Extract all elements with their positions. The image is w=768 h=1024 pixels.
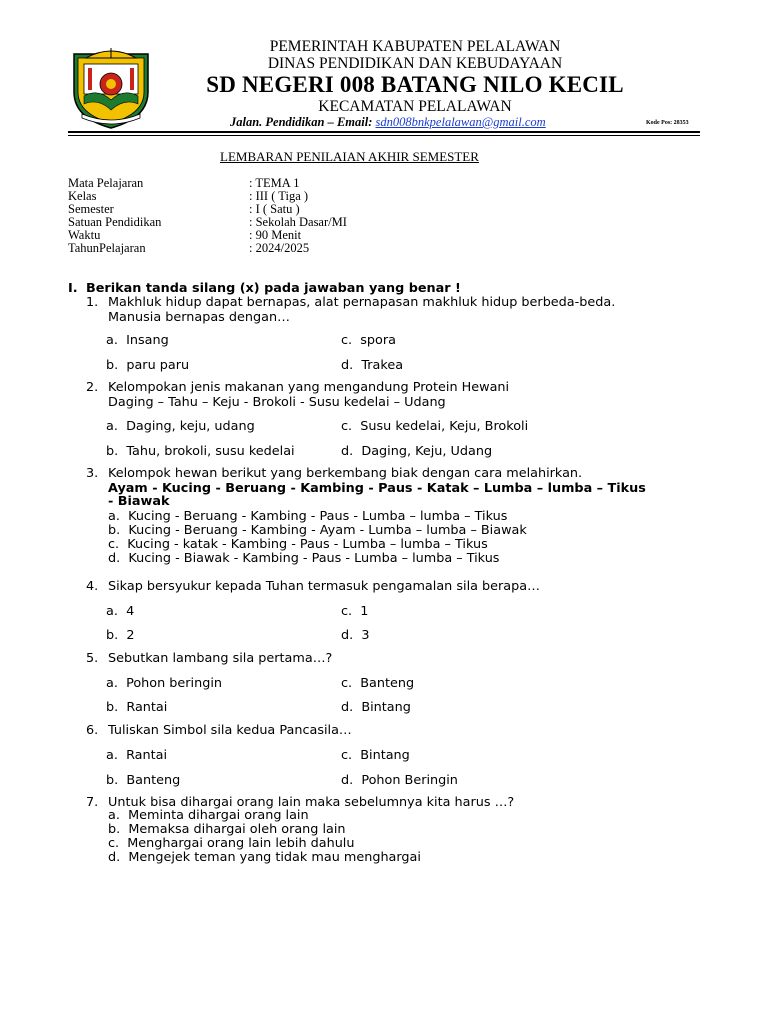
section-number: I. (68, 281, 78, 296)
option-letter: d. (341, 444, 354, 459)
option-letter: a. (106, 748, 118, 763)
identity-label: Mata Pelajaran (68, 176, 144, 190)
option-text: Menghargai orang lain lebih dahulu (127, 836, 355, 851)
option-letter: b. (108, 822, 121, 837)
option-letter: c. (108, 836, 120, 851)
option-letter: c. (341, 676, 353, 691)
letterhead-rule-thin (68, 135, 700, 136)
option-text: Tahu, brokoli, susu kedelai (126, 444, 295, 459)
option-letter: c. (341, 419, 353, 434)
question-text-emphasis: Ayam - Kucing - Beruang - Kambing - Paus - Katak – Lumba – lumba – Tikus (108, 481, 646, 496)
answer-option-b[interactable] (108, 822, 346, 837)
question-text: Sebutkan lambang sila pertama…? (108, 651, 333, 666)
option-text: Daging, Keju, Udang (361, 444, 493, 459)
question-text: Tuliskan Simbol sila kedua Pancasila… (108, 723, 352, 738)
question-text: Manusia bernapas dengan… (108, 310, 290, 325)
answer-option-b[interactable] (106, 700, 167, 715)
option-text: Trakea (361, 358, 404, 373)
option-text: Kucing - katak - Kambing - Paus - Lumba – lumba – Tikus (127, 537, 488, 552)
option-letter: c. (341, 604, 353, 619)
address-prefix: Jalan. Pendidikan – Email: (230, 115, 376, 129)
answer-option-c[interactable] (108, 836, 354, 851)
answer-option-d[interactable] (108, 850, 421, 865)
option-text: Banteng (126, 773, 181, 788)
option-letter: d. (108, 551, 121, 566)
question-text: Untuk bisa dihargai orang lain maka sebelumnya kita harus …? (108, 795, 515, 810)
option-letter: c. (108, 537, 120, 552)
identity-label: Semester (68, 202, 114, 216)
identity-label: TahunPelajaran (68, 241, 146, 255)
option-text: Pohon beringin (126, 676, 222, 691)
option-letter: d. (341, 700, 354, 715)
answer-option-c[interactable] (341, 748, 410, 763)
option-text: Bintang (361, 700, 411, 715)
email-link[interactable]: sdn008bnkpelalawan@gmail.com (375, 115, 546, 129)
option-text: Rantai (126, 748, 168, 763)
answer-option-a[interactable] (108, 808, 309, 823)
letterhead-rule-thick (68, 131, 700, 133)
question-number: 4. (86, 579, 99, 594)
option-text: spora (360, 333, 396, 348)
option-text: Kucing - Beruang - Kambing - Paus - Lumba – lumba – Tikus (128, 509, 508, 524)
answer-option-a[interactable] (106, 676, 222, 691)
option-text: 4 (126, 604, 135, 619)
option-text: Kucing - Beruang - Kambing - Ayam - Lumba – lumba – Biawak (128, 523, 527, 538)
identity-value: : TEMA 1 (249, 176, 300, 190)
answer-option-d[interactable] (108, 551, 499, 566)
identity-value: : I ( Satu ) (249, 202, 300, 216)
option-letter: a. (106, 419, 118, 434)
option-text: Meminta dihargai orang lain (128, 808, 309, 823)
question-number: 7. (86, 795, 99, 810)
option-letter: b. (106, 628, 119, 643)
government-name: PEMERINTAH KABUPATEN PELALAWAN (269, 38, 561, 55)
option-letter: b. (108, 523, 121, 538)
answer-option-a[interactable] (106, 333, 169, 348)
option-letter: b. (106, 358, 119, 373)
option-text: Kucing - Biawak - Kambing - Paus - Lumba – lumba – Tikus (128, 551, 500, 566)
option-text: Daging, keju, udang (126, 419, 255, 434)
regency-coat-of-arms-icon (68, 44, 154, 130)
identity-value: : Sekolah Dasar/MI (249, 215, 347, 229)
district-name: KECAMATAN PELALAWAN (318, 98, 512, 115)
identity-label: Satuan Pendidikan (68, 215, 162, 229)
answer-option-d[interactable] (341, 628, 370, 643)
option-text: Rantai (126, 700, 168, 715)
section-instruction: Berikan tanda silang (x) pada jawaban yang benar ! (86, 281, 461, 296)
answer-option-c[interactable] (341, 333, 396, 348)
answer-option-d[interactable] (341, 358, 403, 373)
question-number: 5. (86, 651, 99, 666)
identity-value: : III ( Tiga ) (249, 189, 309, 203)
answer-option-b[interactable] (108, 523, 527, 538)
question-text: Kelompok hewan berikut yang berkembang biak dengan cara melahirkan. (108, 466, 583, 481)
answer-option-b[interactable] (106, 628, 135, 643)
answer-option-d[interactable] (341, 773, 458, 788)
option-text: Insang (126, 333, 169, 348)
question-number: 6. (86, 723, 99, 738)
option-text: Banteng (360, 676, 415, 691)
identity-value: : 90 Menit (249, 228, 302, 242)
answer-option-a[interactable] (108, 509, 507, 524)
option-letter: b. (106, 773, 119, 788)
option-letter: a. (106, 604, 118, 619)
answer-option-a[interactable] (106, 748, 167, 763)
option-letter: d. (108, 850, 121, 865)
option-text: Bintang (360, 748, 410, 763)
option-letter: b. (106, 700, 119, 715)
option-letter: a. (106, 676, 118, 691)
option-letter: a. (106, 333, 118, 348)
question-text: Makhluk hidup dapat bernapas, alat pernapasan makhluk hidup berbeda-beda. (108, 295, 616, 310)
option-letter: a. (108, 808, 120, 823)
identity-value: : 2024/2025 (249, 241, 310, 255)
document-title: LEMBARAN PENILAIAN AKHIR SEMESTER (220, 149, 479, 164)
option-letter: d. (341, 773, 354, 788)
question-number: 3. (86, 466, 99, 481)
answer-option-c[interactable] (341, 604, 368, 619)
answer-option-b[interactable] (106, 358, 189, 373)
question-text-emphasis: - Biawak (108, 494, 170, 509)
option-letter: b. (106, 444, 119, 459)
school-name: SD NEGERI 008 BATANG NILO KECIL (206, 72, 624, 97)
answer-option-d[interactable] (341, 444, 492, 459)
answer-option-b[interactable] (106, 444, 295, 459)
answer-option-d[interactable] (341, 700, 411, 715)
option-text: Memaksa dihargai oleh orang lain (128, 822, 346, 837)
option-text: 2 (126, 628, 135, 643)
postal-code: Kode Pos: 28353 (646, 120, 689, 126)
address-line (230, 115, 546, 130)
option-letter: d. (341, 628, 354, 643)
option-text: Pohon Beringin (361, 773, 458, 788)
option-letter: d. (341, 358, 354, 373)
option-text: Susu kedelai, Keju, Brokoli (360, 419, 529, 434)
answer-option-c[interactable] (341, 676, 414, 691)
identity-label: Kelas (68, 189, 97, 203)
department-name: DINAS PENDIDIKAN DAN KEBUDAYAAN (267, 55, 563, 72)
option-letter: a. (108, 509, 120, 524)
answer-option-c[interactable] (108, 537, 488, 552)
option-text: 3 (361, 628, 370, 643)
identity-label: Waktu (68, 228, 101, 242)
question-text: Kelompokan jenis makanan yang mengandung Protein Hewani (108, 380, 510, 395)
option-text: Mengejek teman yang tidak mau menghargai (128, 850, 421, 865)
question-number: 1. (86, 295, 99, 310)
answer-option-c[interactable] (341, 419, 528, 434)
answer-option-a[interactable] (106, 604, 134, 619)
answer-option-b[interactable] (106, 773, 180, 788)
question-number: 2. (86, 380, 99, 395)
option-text: paru paru (126, 358, 190, 373)
option-letter: c. (341, 748, 353, 763)
option-letter: c. (341, 333, 353, 348)
answer-option-a[interactable] (106, 419, 255, 434)
option-text: 1 (360, 604, 369, 619)
question-text: Daging – Tahu – Keju - Brokoli - Susu kedelai – Udang (108, 395, 446, 410)
question-text: Sikap bersyukur kepada Tuhan termasuk pengamalan sila berapa… (108, 579, 540, 594)
